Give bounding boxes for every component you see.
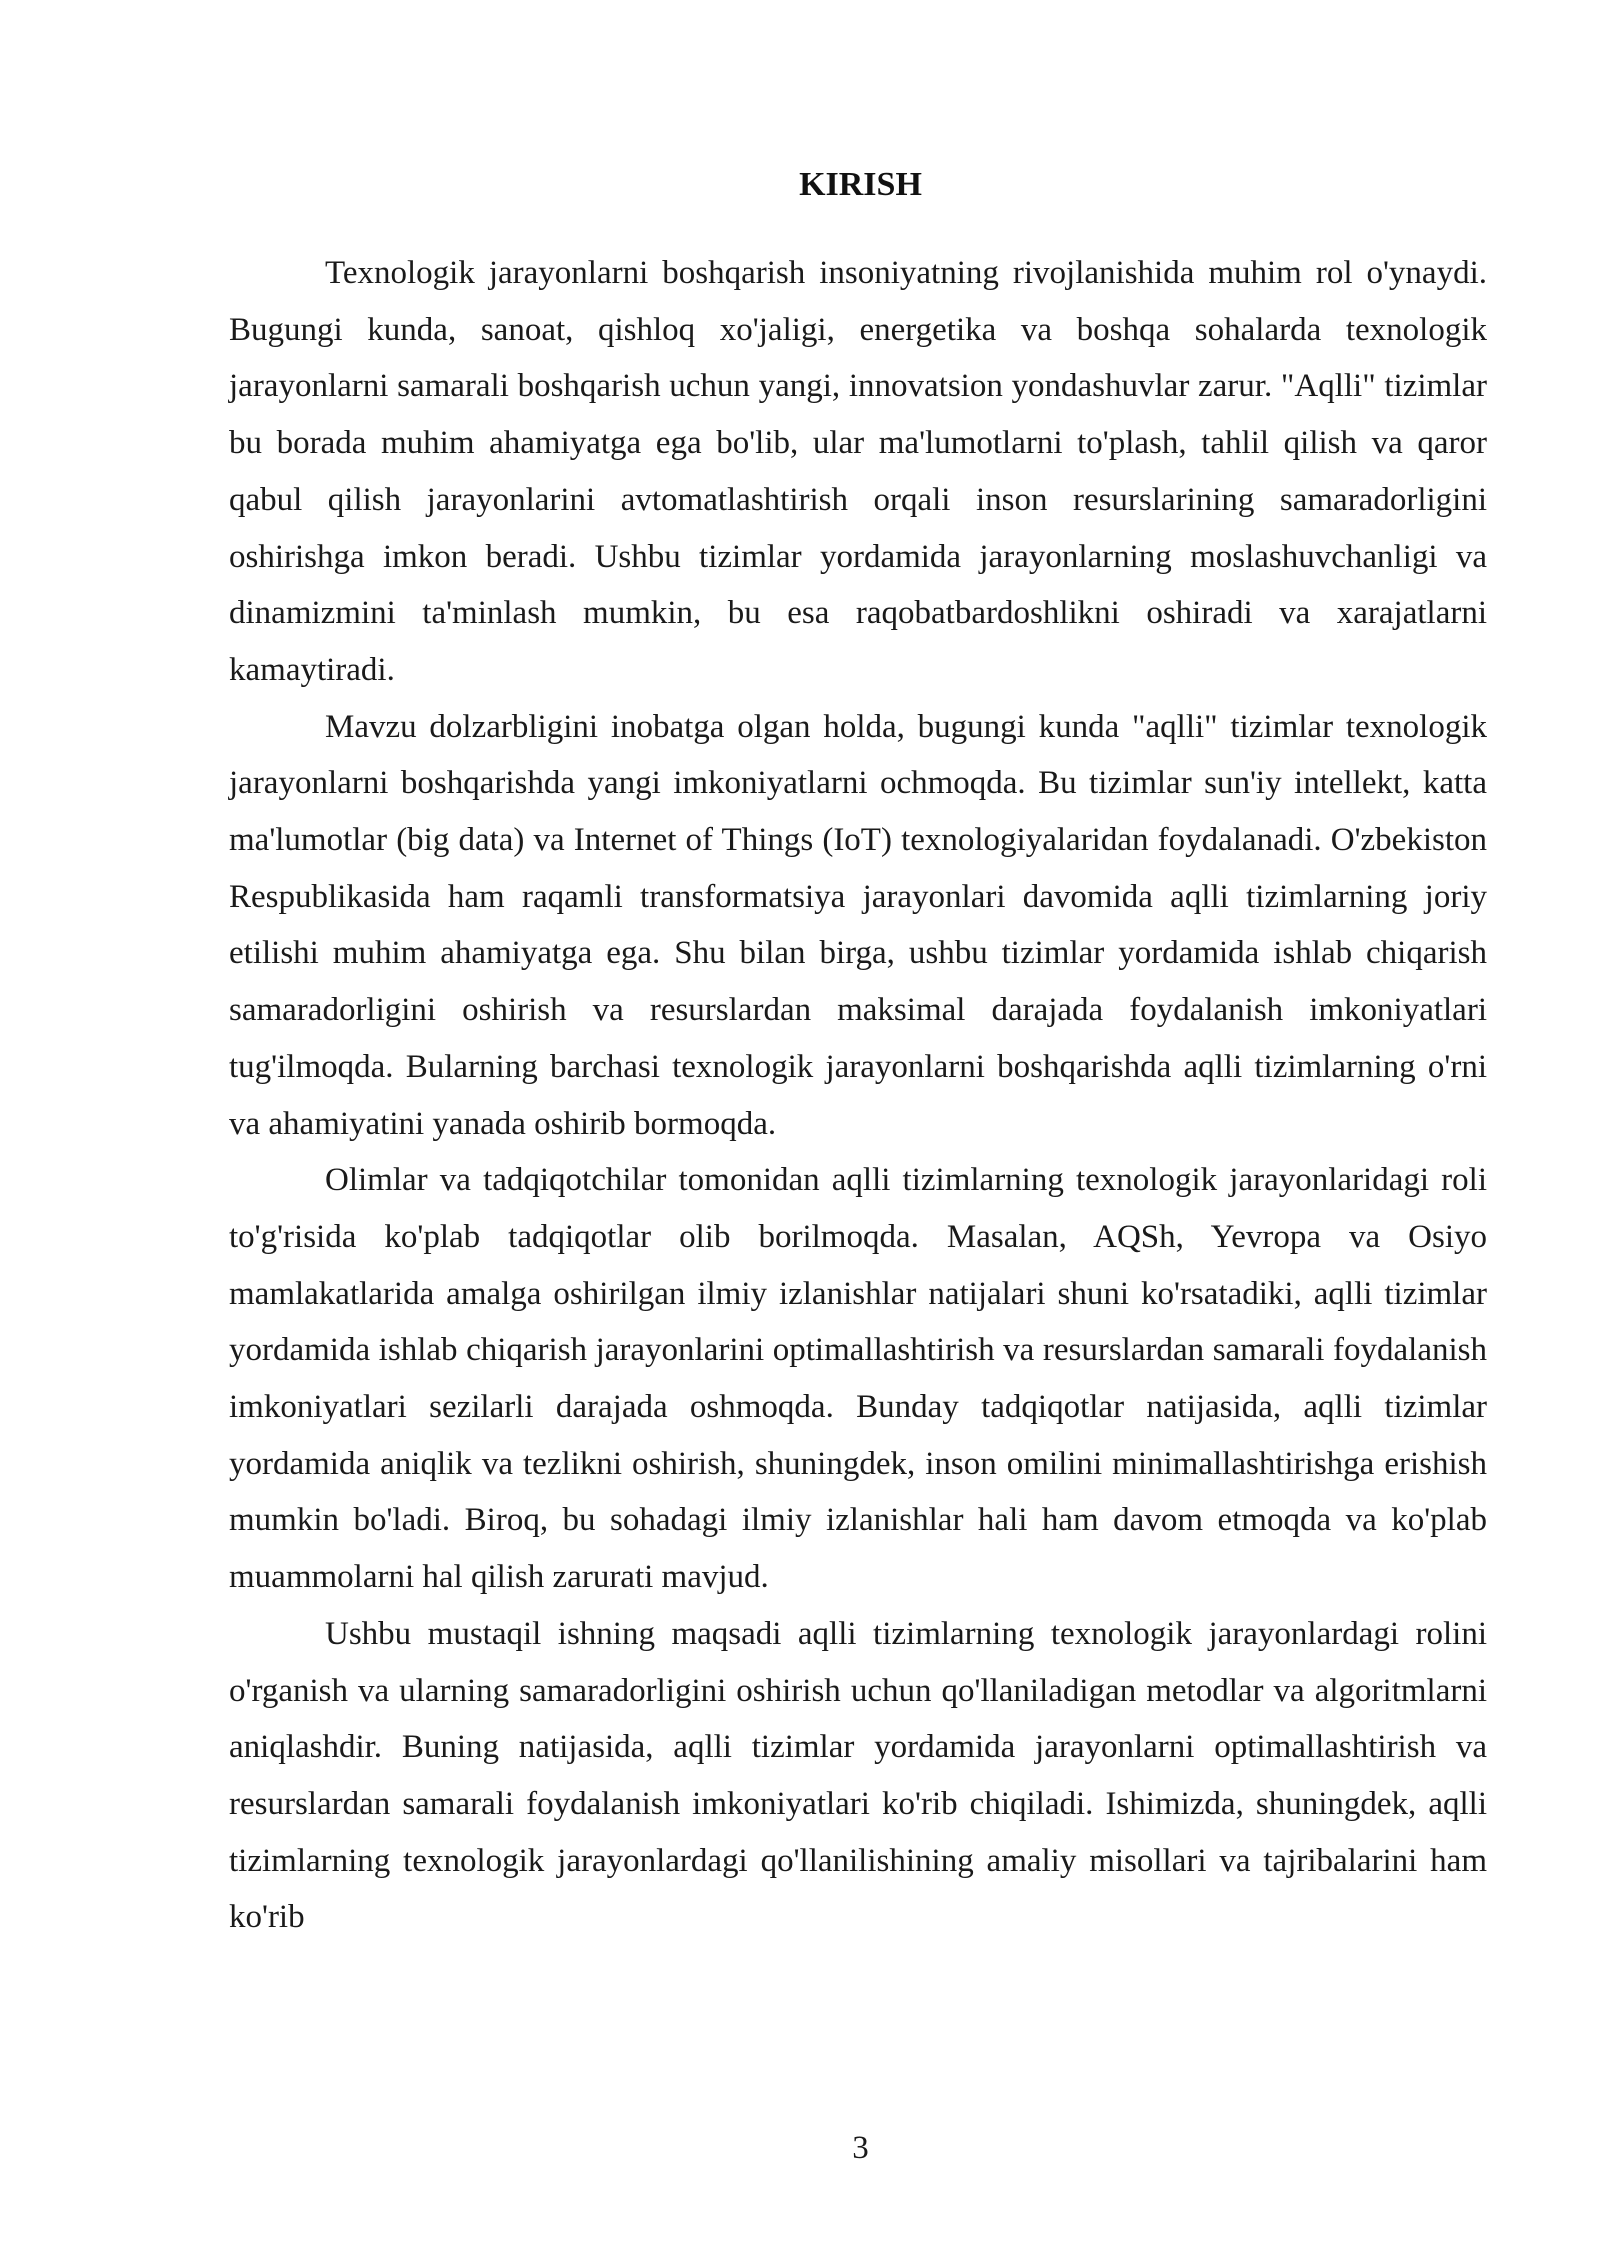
- body-text: [229, 245, 1487, 1946]
- paragraph-2: Mavzu dolzarbligini inobatga olgan holda, bugungi kunda "aqlli" tizimlar texnologik jarayonlarni boshqarishda yangi imkoniyatlarni ochmoqda. Bu tizimlar sun'iy intellekt, katta ma'lumotlar (big data) va Internet of Things (IoT) texnologiyalaridan foydalanadi. O'zbekiston Respublikasida ham raqamli transformatsiya jarayonlari davomida aqlli tizimlarning joriy etilishi muhim ahamiyatga ega. Shu bilan birga, ushbu tizimlar yordamida ishlab chiqarish samaradorligini oshirish va resurslardan maksimal darajada foydalanish imkoniyatlari tug'ilmoqda. Bularning barchasi texnologik jarayonlarni boshqarishda aqlli tizimlarning o'rni va ahamiyatini yanada oshirib bormoqda.: [229, 708, 1487, 1142]
- page-number: 3: [852, 2130, 869, 2166]
- paragraph-4: Ushbu mustaqil ishning maqsadi aqlli tizimlarning texnologik jarayonlardagi rolini o'rganish va ularning samaradorligini oshirish uchun qo'llaniladigan metodlar va algoritmlarni aniqlashdir. Buning natijasida, aqlli tizimlar yordamida jarayonlarni optimallashtirish va resurslardan samarali foydalanish imkoniyatlari ko'rib chiqiladi. Ishimizda, shuningdek, aqlli tizimlarning texnologik jarayonlardagi qo'llanilishining amaliy misollari va tajribalarini ham ko'rib: [229, 1615, 1487, 1936]
- paragraph-3: Olimlar va tadqiqotchilar tomonidan aqlli tizimlarning texnologik jarayonlaridagi roli to'g'risida ko'plab tadqiqotlar olib borilmoqda. Masalan, AQSh, Yevropa va Osiyo mamlakatlarida amalga oshirilgan ilmiy izlanishlar natijalari shuni ko'rsatadiki, aqlli tizimlar yordamida ishlab chiqarish jarayonlarini optimallashtirish va resurslardan samarali foydalanish imkoniyatlari sezilarli darajada oshmoqda. Bunday tadqiqotlar natijasida, aqlli tizimlar yordamida aniqlik va tezlikni oshirish, shuningdek, inson omilini minimallashtirishga erishish mumkin bo'ladi. Biroq, bu sohadagi ilmiy izlanishlar hali ham davom etmoqda va ko'plab muammolarni hal qilish zarurati mavjud.: [229, 1162, 1487, 1596]
- section-title: KIRISH: [799, 166, 922, 203]
- paragraph-1: Texnologik jarayonlarni boshqarish insoniyatning rivojlanishida muhim rol o'ynaydi. Bugungi kunda, sanoat, qishloq xo'jaligi, energetika va boshqa sohalarda texnologik jarayonlarni samarali boshqarish uchun yangi, innovatsion yondashuvlar zarur. "Aqlli" tizimlar bu borada muhim ahamiyatga ega bo'lib, ular ma'lumotlarni to'plash, tahlil qilish va qaror qabul qilish jarayonlarini avtomatlashtirish orqali inson resurslarining samaradorligini oshirishga imkon beradi. Ushbu tizimlar yordamida jarayonlarning moslashuvchanligi va dinamizmini ta'minlash mumkin, bu esa raqobatbardoshlikni oshiradi va xarajatlarni kamaytiradi.: [229, 255, 1487, 688]
